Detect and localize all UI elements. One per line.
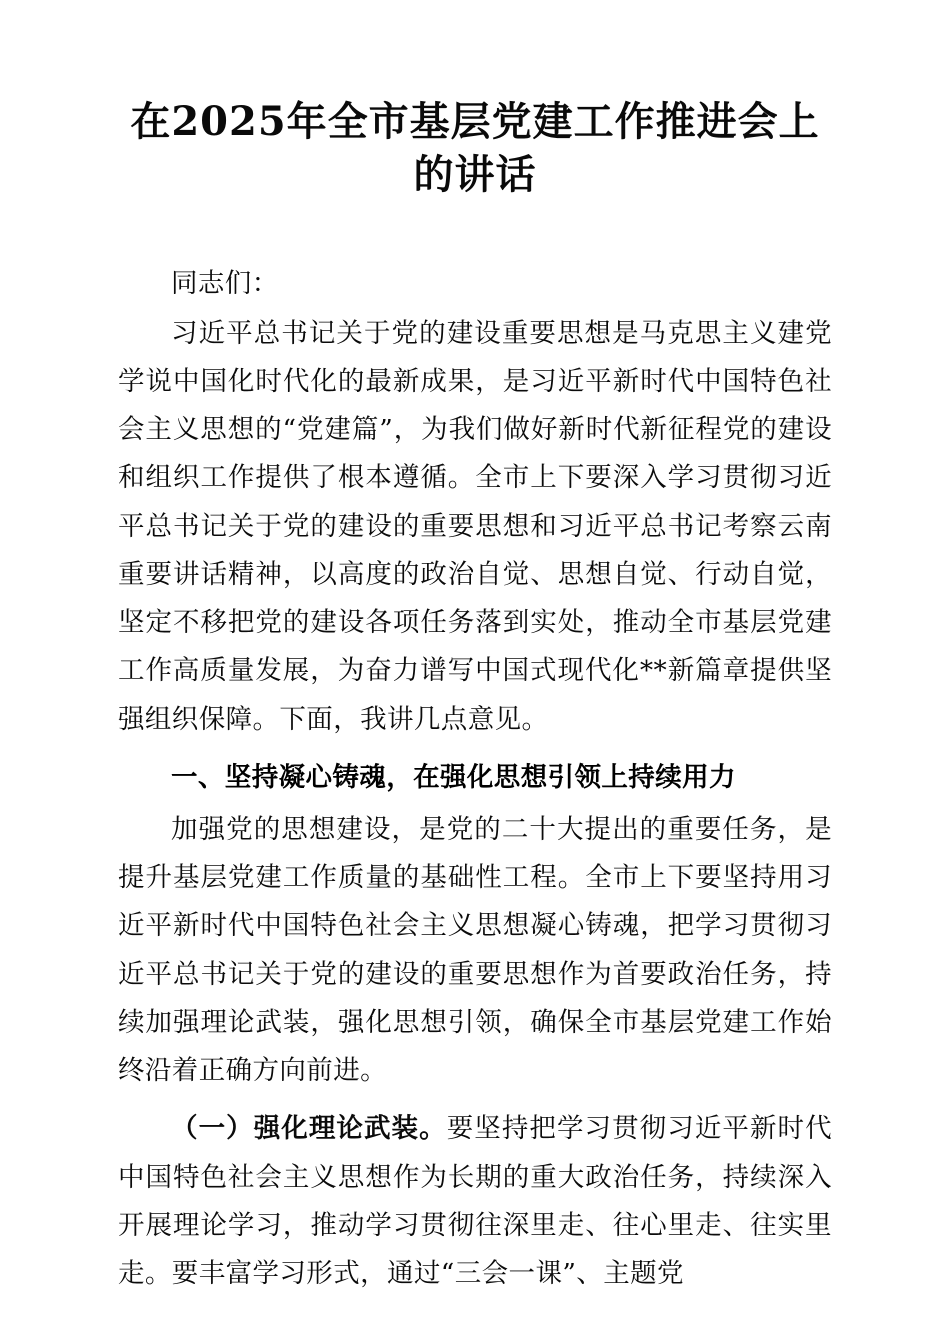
section-heading-1: 一、坚持凝心铸魂，在强化思想引领上持续用力 [171, 761, 736, 793]
subsection-body-text: 要坚持把学习贯彻习近平新时代中国特色社会主义思想作为长期的重大政治任务，持续深入开展理论学习，推动学习贯彻往深里走、往心里走、往实里走。要丰富学习形式，通过“三会一课”、主题党 [118, 1113, 833, 1289]
salutation: 同志们： [171, 267, 279, 299]
paragraph-section1-body: 加强党的思想建设，是党的二十大提出的重要任务，是提升基层党建工作质量的基础性工程。全市上下要坚持用习近平新时代中国特色社会主义思想凝心铸魂，把学习贯彻习近平总书记关于党的建设的重要思想作为首要政治任务，持续加强理论武装，强化思想引领，确保全市基层党建工作始终沿着正确方向前进。 [118, 814, 832, 1087]
paragraph-subsection-1-1 [118, 1105, 832, 1298]
paragraph-spacer [118, 1097, 832, 1105]
paragraph-intro: 习近平总书记关于党的建设重要思想是马克思主义建党学说中国化时代化的最新成果，是习近平新时代中国特色社会主义思想的“党建篇”，为我们做好新时代新征程党的建设和组织工作提供了根本遵循。全市上下要深入学习贯彻习近平总书记关于党的建设的重要思想和习近平总书记考察云南重要讲话精神，以高度的政治自觉、思想自觉、行动自觉，坚定不移把党的建设各项任务落到实处，推动全市基层党建工作高质量发展，为奋力谱写中国式现代化**新篇章提供坚强组织保障。下面，我讲几点意见。 [118, 317, 832, 735]
subsection-lead-label: （一）强化理论武装。 [171, 1113, 447, 1145]
page-title: 在2025年全市基层党建工作推进会上的讲话 [130, 98, 820, 198]
